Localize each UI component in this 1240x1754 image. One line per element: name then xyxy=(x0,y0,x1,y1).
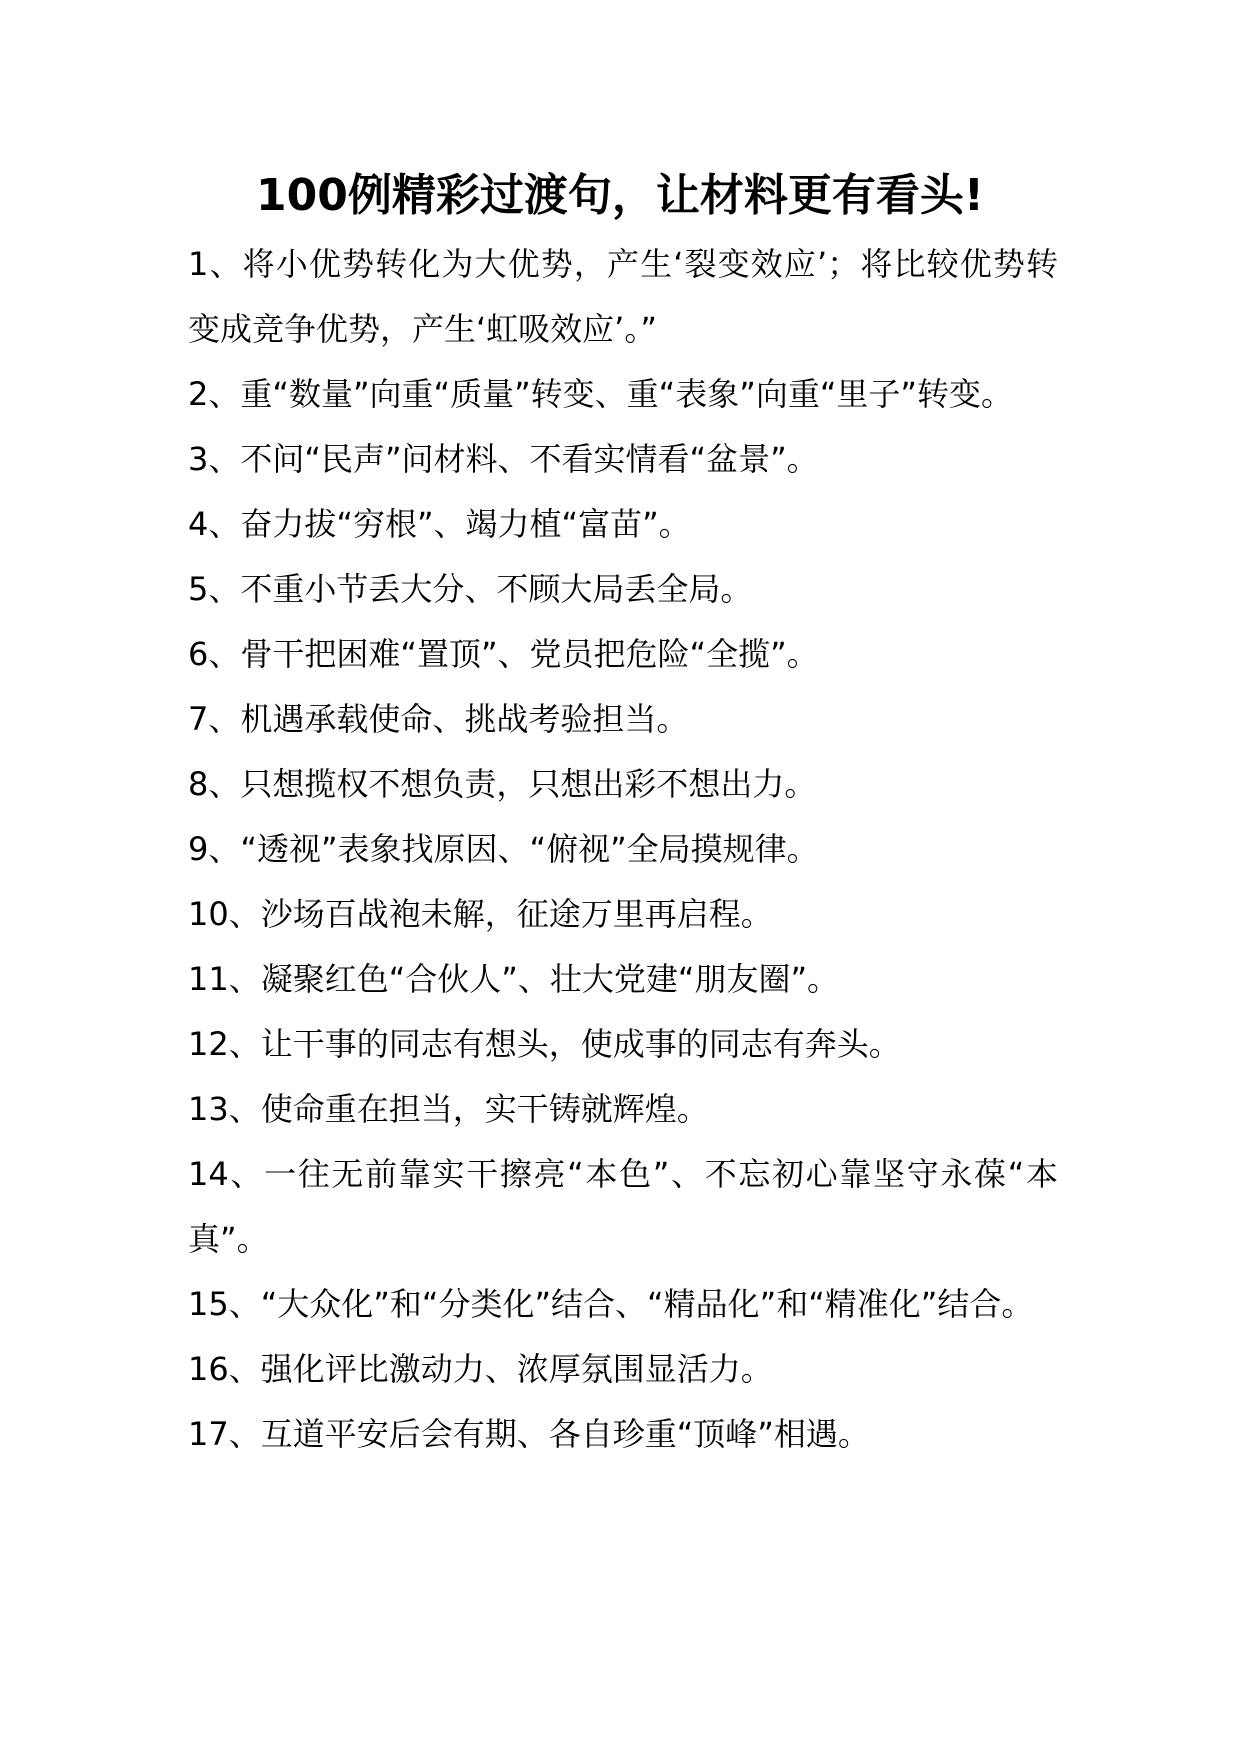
document-title: 100例精彩过渡句，让材料更有看头! xyxy=(256,170,984,221)
list-item: 12、让干事的同志有想头，使成事的同志有奔头。 xyxy=(188,1025,901,1063)
list-item: 2、重“数量”向重“质量”转变、重“表象”向重“里子”转变。 xyxy=(188,375,1013,413)
list-item: 1、将小优势转化为大优势，产生‘裂变效应’；将比较优势转变成竞争优势，产生‘虹吸效应’。” xyxy=(188,245,1058,348)
list-item: 5、不重小节丢大分、不顾大局丢全局。 xyxy=(188,570,753,608)
list-item: 3、不问“民声”问材料、不看实情看“盆景”。 xyxy=(188,440,819,478)
list-item: 10、沙场百战袍未解，征途万里再启程。 xyxy=(188,895,773,933)
list-item: 16、强化评比激动力、浓厚氛围显活力。 xyxy=(188,1350,773,1388)
list-item: 13、使命重在担当，实干铸就辉煌。 xyxy=(188,1090,709,1128)
list-item: 9、“透视”表象找原因、“俯视”全局摸规律。 xyxy=(188,830,819,868)
list-item: 6、骨干把困难“置顶”、党员把危险“全揽”。 xyxy=(188,635,819,673)
list-item: 11、凝聚红色“合伙人”、壮大党建“朋友圈”。 xyxy=(188,960,840,998)
list-item: 17、互道平安后会有期、各自珍重“顶峰”相遇。 xyxy=(188,1415,870,1453)
list-item: 15、“大众化”和“分类化”结合、“精品化”和“精准化”结合。 xyxy=(188,1285,1034,1323)
list-item: 14、一往无前靠实干擦亮“本色”、不忘初心靠坚守永葆“本真”。 xyxy=(188,1155,1058,1258)
list-item: 8、只想揽权不想负责，只想出彩不想出力。 xyxy=(188,765,817,803)
list-item: 7、机遇承载使命、挑战考验担当。 xyxy=(188,700,689,738)
sentence-list xyxy=(188,232,1058,1467)
list-item: 4、奋力拔“穷根”、竭力植“富苗”。 xyxy=(188,505,691,543)
